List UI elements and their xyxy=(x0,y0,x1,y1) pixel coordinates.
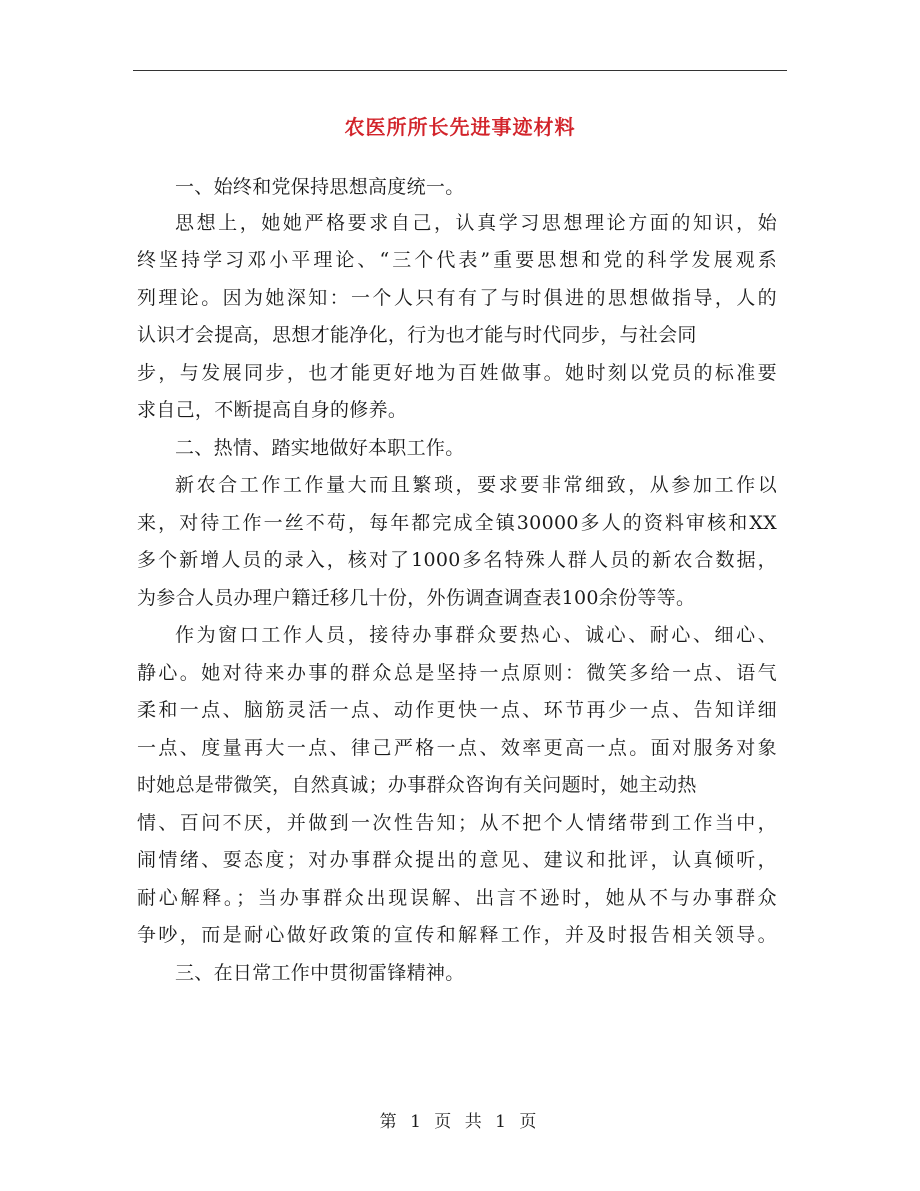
paragraph-line: 多个新增人员的录入，核对了1000多名特殊人群人员的新农合数据， xyxy=(137,549,777,571)
header-rule xyxy=(133,70,787,71)
paragraph-line: 求自己，不断提高自身的修养。 xyxy=(137,399,408,421)
paragraph-line: 静心。她对待来办事的群众总是坚持一点原则：微笑多给一点、语气 xyxy=(137,662,777,684)
paragraph-line: 步，与发展同步，也才能更好地为百姓做事。她时刻以党员的标准要 xyxy=(137,362,777,384)
paragraph-line: 为参合人员办理户籍迁移几十份，外伤调查调查表100余份等等。 xyxy=(137,587,696,609)
paragraph-line: 一点、度量再大一点、律己严格一点、效率更高一点。面对服务对象 xyxy=(137,737,777,759)
paragraph-line: 新农合工作工作量大而且繁琐，要求要非常细致，从参加工作以 xyxy=(175,474,777,496)
paragraph-line: 列理论。因为她深知：一个人只有有了与时俱进的思想做指导，人的 xyxy=(137,287,777,309)
paragraph-line: 情、百问不厌，并做到一次性告知；从不把个人情绪带到工作当中， xyxy=(137,812,777,834)
paragraph-line: 作为窗口工作人员，接待办事群众要热心、诚心、耐心、细心、 xyxy=(175,624,777,646)
heading-3: 三、在日常工作中贯彻雷锋精神。 xyxy=(175,962,465,984)
heading-2: 二、热情、踏实地做好本职工作。 xyxy=(175,437,465,459)
paragraph-line: 认识才会提高，思想才能净化，行为也才能与时代同步，与社会同 xyxy=(137,324,697,346)
heading-1: 一、始终和党保持思想高度统一。 xyxy=(175,176,465,198)
paragraph-line: 来，对待工作一丝不苟，每年都完成全镇30000多人的资料审核和XX xyxy=(137,512,777,534)
paragraph-line: 思想上，她她严格要求自己，认真学习思想理论方面的知识，始 xyxy=(175,212,777,234)
paragraph-line: 闹情绪、耍态度；对办事群众提出的意见、建议和批评，认真倾听， xyxy=(137,849,777,871)
paragraph-line: 时她总是带微笑，自然真诚；办事群众咨询有关问题时，她主动热 xyxy=(137,774,697,796)
paragraph-line: 柔和一点、脑筋灵活一点、动作更快一点、环节再少一点、告知详细 xyxy=(137,699,777,721)
paragraph-line: 耐心解释。；当办事群众出现误解、出言不逊时，她从不与办事群众 xyxy=(137,887,777,909)
page-footer: 第 1 页 共 1 页 xyxy=(379,1112,541,1132)
document-title: 农医所所长先进事迹材料 xyxy=(344,115,576,139)
paragraph-line: 终坚持学习邓小平理论、“三个代表”重要思想和党的科学发展观系 xyxy=(137,249,777,271)
paragraph-line: 争吵，而是耐心做好政策的宣传和解释工作，并及时报告相关领导。 xyxy=(137,924,777,946)
